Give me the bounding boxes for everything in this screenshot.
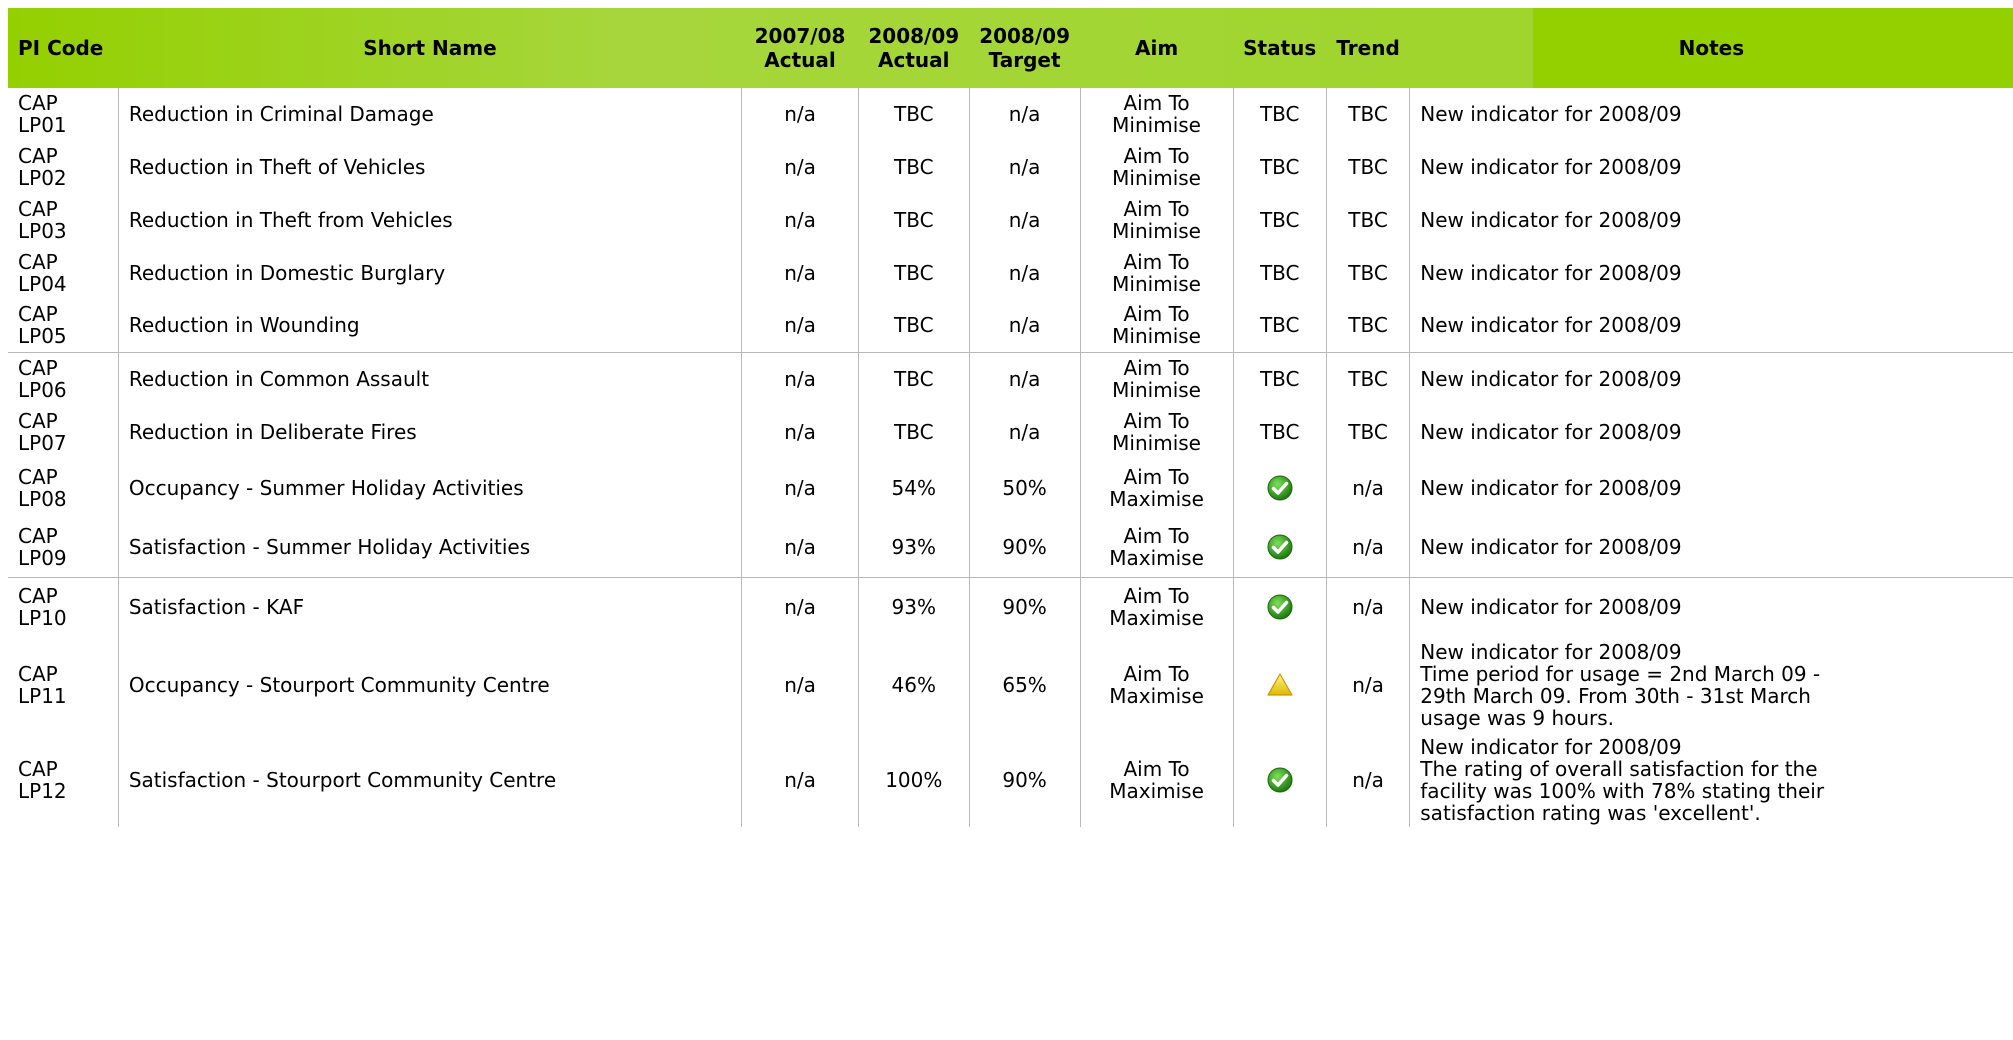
aim-cell: Aim To Minimise [1080, 352, 1233, 405]
short-name-cell: Satisfaction - Stourport Community Centre [118, 732, 741, 827]
actual-2008-09-cell: TBC [858, 140, 969, 193]
actual-2008-09-cell: 54% [858, 458, 969, 517]
status-cell: TBC [1233, 246, 1326, 299]
trend-cell: TBC [1326, 193, 1409, 246]
header-2008-09-target [969, 8, 1080, 88]
pi-code-text: LP09 [18, 545, 67, 570]
pi-code-text: CAP [18, 756, 58, 781]
target-2008-09-cell: n/a [969, 246, 1080, 299]
header-pi-code [8, 8, 118, 88]
header-label: Target [988, 48, 1061, 72]
header-label: Aim [1134, 36, 1179, 60]
green-check-icon [1266, 533, 1294, 557]
pi-code-text: CAP [18, 196, 58, 221]
table-row [8, 246, 2013, 299]
green-check-icon [1266, 594, 1294, 618]
pi-code-text: LP06 [18, 377, 67, 402]
actual-2007-08-cell: n/a [742, 637, 859, 732]
target-2008-09-cell: n/a [969, 299, 1080, 352]
target-2008-09-cell: 50% [969, 458, 1080, 517]
pi-code-text: LP01 [18, 113, 67, 137]
notes-text: 29th March 09. From 30th - 31st March [1420, 683, 1811, 708]
header-label: Short Name [363, 36, 497, 60]
table-row [8, 637, 2013, 732]
status-cell: TBC [1233, 88, 1326, 140]
header-label: 2008/09 [868, 24, 960, 48]
table-row [8, 732, 2013, 827]
aim-cell: Aim To Maximise [1080, 458, 1233, 517]
actual-2008-09-cell: TBC [858, 405, 969, 458]
trend-cell: n/a [1326, 517, 1409, 577]
notes-text: New indicator for 2008/09 [1420, 639, 1682, 664]
notes-cell [1410, 732, 2013, 827]
notes-cell [1410, 193, 2013, 246]
pi-code-cell [8, 732, 118, 827]
actual-2007-08-cell: n/a [742, 140, 859, 193]
aim-cell: Aim To Maximise [1080, 517, 1233, 577]
notes-text: Time period for usage = 2nd March 09 - [1420, 661, 1821, 686]
short-name-cell: Reduction in Common Assault [118, 352, 741, 405]
actual-2008-09-cell: TBC [858, 299, 969, 352]
actual-2008-09-cell: TBC [858, 246, 969, 299]
pi-code-text: LP10 [18, 606, 67, 631]
pi-code-text: LP03 [18, 218, 67, 243]
actual-2007-08-cell: n/a [742, 246, 859, 299]
table-row [8, 352, 2013, 405]
status-cell: TBC [1233, 140, 1326, 193]
pi-code-text: CAP [18, 464, 58, 489]
header-label: Notes [1678, 36, 1745, 60]
aim-cell: Aim To Maximise [1080, 637, 1233, 732]
notes-text: New indicator for 2008/09 [1420, 260, 1682, 285]
pi-code-cell [8, 299, 118, 352]
notes-cell [1410, 88, 2013, 140]
pi-code-text: CAP [18, 249, 58, 274]
green-check-icon [1266, 766, 1294, 790]
actual-2007-08-cell: n/a [742, 732, 859, 827]
notes-text: New indicator for 2008/09 [1420, 475, 1682, 500]
aim-cell: Aim To Minimise [1080, 88, 1233, 140]
notes-text: New indicator for 2008/09 [1420, 102, 1682, 126]
actual-2007-08-cell: n/a [742, 352, 859, 405]
actual-2008-09-cell: TBC [858, 352, 969, 405]
pi-code-cell [8, 352, 118, 405]
status-cell [1233, 517, 1326, 577]
table-row [8, 405, 2013, 458]
status-cell [1233, 458, 1326, 517]
table-row [8, 577, 2013, 637]
target-2008-09-cell: n/a [969, 88, 1080, 140]
aim-cell: Aim To Minimise [1080, 299, 1233, 352]
pi-code-text: LP07 [18, 430, 67, 455]
aim-cell: Aim To Minimise [1080, 405, 1233, 458]
trend-cell: n/a [1326, 637, 1409, 732]
pi-code-cell [8, 517, 118, 577]
notes-cell [1410, 637, 2013, 732]
status-cell [1233, 637, 1326, 732]
pi-code-text: CAP [18, 408, 58, 433]
aim-cell: Aim To Minimise [1080, 140, 1233, 193]
notes-cell [1410, 246, 2013, 299]
notes-text: New indicator for 2008/09 [1420, 534, 1682, 559]
notes-cell [1410, 140, 2013, 193]
actual-2007-08-cell: n/a [742, 193, 859, 246]
pi-code-cell [8, 637, 118, 732]
aim-cell: Aim To Maximise [1080, 732, 1233, 827]
table-row [8, 193, 2013, 246]
pi-table [8, 8, 2013, 827]
pi-code-cell [8, 405, 118, 458]
header-row [8, 8, 2013, 88]
actual-2008-09-cell: 100% [858, 732, 969, 827]
status-cell [1233, 732, 1326, 827]
aim-cell: Aim To Maximise [1080, 577, 1233, 637]
notes-text: satisfaction rating was 'excellent'. [1420, 800, 1761, 825]
aim-cell: Aim To Minimise [1080, 193, 1233, 246]
actual-2008-09-cell: TBC [858, 88, 969, 140]
notes-text: New indicator for 2008/09 [1420, 595, 1682, 620]
table-body [8, 88, 2013, 827]
target-2008-09-cell: n/a [969, 352, 1080, 405]
header-label: 2008/09 [979, 24, 1070, 48]
short-name-cell: Reduction in Wounding [118, 299, 741, 352]
pi-code-cell [8, 193, 118, 246]
header-trend [1326, 8, 1409, 88]
notes-text: New indicator for 2008/09 [1420, 419, 1682, 444]
pi-code-text: CAP [18, 355, 58, 380]
trend-cell: TBC [1326, 299, 1409, 352]
aim-cell: Aim To Minimise [1080, 246, 1233, 299]
target-2008-09-cell: 90% [969, 517, 1080, 577]
target-2008-09-cell: n/a [969, 405, 1080, 458]
actual-2007-08-cell: n/a [742, 88, 859, 140]
green-check-icon [1266, 474, 1294, 498]
short-name-cell: Reduction in Domestic Burglary [118, 246, 741, 299]
table-row [8, 458, 2013, 517]
header-status [1233, 8, 1326, 88]
header-label: Actual [764, 48, 836, 72]
notes-text: New indicator for 2008/09 [1420, 313, 1682, 338]
pi-code-text: CAP [18, 143, 58, 168]
trend-cell: n/a [1326, 732, 1409, 827]
header-2007-08-actual [742, 8, 859, 88]
header-notes [1410, 8, 2013, 88]
notes-cell [1410, 405, 2013, 458]
notes-text: facility was 100% with 78% stating their [1420, 778, 1825, 803]
actual-2007-08-cell: n/a [742, 517, 859, 577]
status-cell: TBC [1233, 352, 1326, 405]
actual-2007-08-cell: n/a [742, 405, 859, 458]
actual-2008-09-cell: 93% [858, 517, 969, 577]
short-name-cell: Reduction in Theft from Vehicles [118, 193, 741, 246]
pi-code-cell [8, 140, 118, 193]
header-label: Trend [1336, 36, 1400, 60]
trend-cell: TBC [1326, 88, 1409, 140]
target-2008-09-cell: n/a [969, 140, 1080, 193]
header-label: Actual [878, 48, 950, 72]
header-label: PI Code [18, 36, 104, 60]
pi-code-text: LP12 [18, 778, 67, 803]
actual-2007-08-cell: n/a [742, 458, 859, 517]
short-name-cell: Occupancy - Summer Holiday Activities [118, 458, 741, 517]
pi-code-text: CAP [18, 661, 58, 686]
trend-cell: TBC [1326, 405, 1409, 458]
pi-code-text: CAP [18, 523, 58, 548]
trend-cell: TBC [1326, 246, 1409, 299]
target-2008-09-cell: 90% [969, 577, 1080, 637]
notes-text: The rating of overall satisfaction for the [1420, 756, 1818, 781]
actual-2008-09-cell: TBC [858, 193, 969, 246]
notes-cell [1410, 458, 2013, 517]
status-cell: TBC [1233, 299, 1326, 352]
notes-text: usage was 9 hours. [1420, 705, 1615, 730]
actual-2007-08-cell: n/a [742, 577, 859, 637]
table-row [8, 517, 2013, 577]
header-2008-09-actual [858, 8, 969, 88]
notes-text: New indicator for 2008/09 [1420, 154, 1682, 179]
short-name-cell: Satisfaction - Summer Holiday Activities [118, 517, 741, 577]
notes-cell [1410, 352, 2013, 405]
short-name-cell: Occupancy - Stourport Community Centre [118, 637, 741, 732]
pi-code-cell [8, 458, 118, 517]
short-name-cell: Reduction in Deliberate Fires [118, 405, 741, 458]
pi-code-cell [8, 88, 118, 140]
target-2008-09-cell: n/a [969, 193, 1080, 246]
notes-cell [1410, 299, 2013, 352]
pi-code-text: CAP [18, 91, 58, 115]
pi-code-text: CAP [18, 584, 58, 609]
target-2008-09-cell: 65% [969, 637, 1080, 732]
pi-code-cell [8, 577, 118, 637]
pi-code-text: LP02 [18, 165, 67, 190]
pi-code-text: LP05 [18, 324, 67, 349]
header-label: Status [1243, 36, 1317, 60]
table-row [8, 299, 2013, 352]
target-2008-09-cell: 90% [969, 732, 1080, 827]
header-short-name [118, 8, 741, 88]
pi-code-cell [8, 246, 118, 299]
pi-code-text: CAP [18, 302, 58, 327]
actual-2008-09-cell: 46% [858, 637, 969, 732]
table-row [8, 140, 2013, 193]
trend-cell: n/a [1326, 577, 1409, 637]
short-name-cell: Reduction in Theft of Vehicles [118, 140, 741, 193]
status-cell [1233, 577, 1326, 637]
trend-cell: n/a [1326, 458, 1409, 517]
notes-cell [1410, 577, 2013, 637]
notes-text: New indicator for 2008/09 [1420, 207, 1682, 232]
short-name-cell: Reduction in Criminal Damage [118, 88, 741, 140]
trend-cell: TBC [1326, 140, 1409, 193]
notes-text: New indicator for 2008/09 [1420, 734, 1682, 759]
trend-cell: TBC [1326, 352, 1409, 405]
header-aim [1080, 8, 1233, 88]
pi-code-text: LP11 [18, 683, 67, 708]
notes-text: New indicator for 2008/09 [1420, 366, 1682, 391]
pi-code-text: LP04 [18, 271, 67, 296]
status-cell: TBC [1233, 405, 1326, 458]
header-label: 2007/08 [754, 24, 846, 48]
notes-cell [1410, 517, 2013, 577]
actual-2007-08-cell: n/a [742, 299, 859, 352]
amber-triangle-icon [1266, 671, 1294, 695]
status-cell: TBC [1233, 193, 1326, 246]
actual-2008-09-cell: 93% [858, 577, 969, 637]
table-row [8, 88, 2013, 140]
short-name-cell: Satisfaction - KAF [118, 577, 741, 637]
pi-code-text: LP08 [18, 486, 67, 511]
